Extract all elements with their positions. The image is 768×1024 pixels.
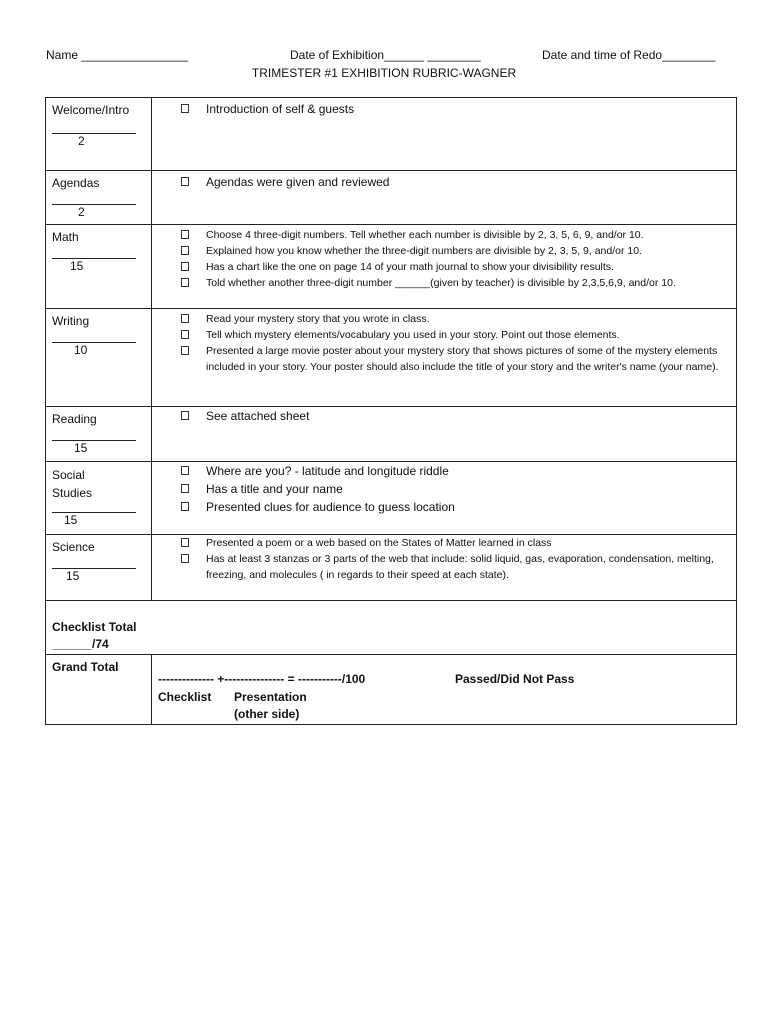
category-cell: [46, 98, 152, 171]
criterion-item: [152, 275, 736, 291]
rubric-row-reading: [46, 407, 737, 462]
criterion-item: [152, 480, 736, 498]
score-line: [52, 430, 136, 441]
checkbox[interactable]: [181, 104, 189, 113]
category-label: Social Studies: [52, 468, 93, 500]
points-value: 15: [70, 259, 84, 273]
criterion-item: [152, 311, 736, 327]
criteria-cell: [152, 407, 737, 462]
criterion-text: Explained how you know whether the three-digit numbers are divisible by 2, 3, 5, 9, and/or 10.: [206, 245, 643, 257]
rubric-row-grand-total: [46, 655, 737, 725]
points-value: 15: [64, 513, 78, 527]
checkbox[interactable]: [181, 177, 189, 186]
criterion-text: Presented a large movie poster about your mystery story that shows pictures of some of the mystery elements included in your story. Your poster should also include the title of your story and the writer's name (your name).: [206, 345, 719, 373]
checklist-total-value: ______/74: [52, 637, 109, 651]
rubric-row-welcome: [46, 98, 737, 171]
criterion-item: [152, 462, 736, 480]
rubric-row-checklist-total: [46, 601, 737, 655]
checklist-total-label: Checklist Total: [52, 620, 137, 634]
category-label: Agendas: [52, 176, 100, 190]
rubric-row-writing: [46, 309, 737, 407]
category-label: Welcome/Intro: [52, 103, 130, 117]
score-line: [52, 502, 136, 513]
category-cell: [46, 309, 152, 407]
criterion-text: Choose 4 three-digit numbers. Tell whether each number is divisible by 2, 3, 5, 6, 9, and/or 10.: [206, 229, 644, 241]
rubric-row-science: [46, 535, 737, 601]
criterion-text: Told whether another three-digit number ______(given by teacher) is divisible by 2,3,5,6,9, and/or 10.: [206, 277, 676, 289]
criterion-item: [152, 343, 736, 375]
pass-result-label: Passed/Did Not Pass: [455, 672, 575, 686]
criterion-item: [152, 227, 736, 243]
criterion-item: [152, 498, 736, 516]
criteria-cell: [152, 462, 737, 535]
score-line: [52, 123, 136, 134]
criterion-text: Has at least 3 stanzas or 3 parts of the web that include: solid liquid, gas, evaporation, condensation, melting, freezing, and molecules ( in regards to their speed at each state).: [206, 553, 714, 581]
checkbox[interactable]: [181, 346, 189, 355]
criterion-text: Introduction of self & guests: [206, 102, 355, 116]
category-cell: [46, 171, 152, 225]
checkbox[interactable]: [181, 330, 189, 339]
checkbox[interactable]: [181, 466, 189, 475]
checkbox[interactable]: [181, 554, 189, 563]
points-value: 2: [78, 134, 85, 148]
criterion-item: [152, 551, 736, 583]
grand-total-formula-cell: [152, 655, 737, 725]
points-value: 2: [78, 205, 85, 219]
checklist-label: Checklist: [158, 690, 212, 704]
presentation-label: Presentation: [234, 690, 307, 704]
checklist-total-cell: [46, 601, 737, 655]
criteria-cell: [152, 98, 737, 171]
criterion-text: Presented clues for audience to guess location: [206, 500, 455, 514]
score-line: [52, 332, 136, 343]
rubric-row-agendas: [46, 171, 737, 225]
criterion-text: Presented a poem or a web based on the States of Matter learned in class: [206, 537, 552, 549]
category-label: Math: [52, 230, 79, 244]
checkbox[interactable]: [181, 278, 189, 287]
checkbox[interactable]: [181, 314, 189, 323]
criterion-item: [152, 535, 736, 551]
score-line: [52, 558, 136, 569]
date-of-redo-label: Date and time of Redo________: [542, 48, 716, 62]
grand-total-cell: [46, 655, 152, 725]
category-cell: [46, 462, 152, 535]
criterion-item: [152, 407, 736, 425]
checkbox[interactable]: [181, 246, 189, 255]
criteria-cell: [152, 309, 737, 407]
checkbox[interactable]: [181, 502, 189, 511]
rubric-table: [45, 97, 737, 725]
criterion-text: Has a title and your name: [206, 482, 343, 496]
score-line: [52, 248, 136, 259]
category-cell: [46, 225, 152, 309]
category-cell: [46, 535, 152, 601]
criterion-item: [152, 173, 736, 191]
category-label: Reading: [52, 412, 97, 426]
criterion-text: Where are you? - latitude and longitude riddle: [206, 464, 449, 478]
category-label: Writing: [52, 314, 90, 328]
checkbox[interactable]: [181, 411, 189, 420]
criterion-item: [152, 327, 736, 343]
score-line: [52, 194, 136, 205]
grand-total-formula: -------------- +--------------- = -----------/100: [158, 672, 366, 686]
rubric-title: TRIMESTER #1 EXHIBITION RUBRIC-WAGNER: [251, 66, 517, 80]
criterion-text: See attached sheet: [206, 409, 310, 423]
rubric-row-math: [46, 225, 737, 309]
category-cell: [46, 407, 152, 462]
points-value: 15: [66, 569, 80, 583]
points-value: 15: [74, 441, 88, 455]
checkbox[interactable]: [181, 230, 189, 239]
criterion-item: [152, 100, 736, 118]
other-side-label: (other side): [234, 707, 300, 721]
category-label: Science: [52, 540, 95, 554]
criterion-text: Tell which mystery elements/vocabulary you used in your story. Point out those elements.: [206, 329, 620, 341]
checkbox[interactable]: [181, 538, 189, 547]
criterion-text: Agendas were given and reviewed: [206, 175, 390, 189]
rubric-row-social-studies: [46, 462, 737, 535]
criteria-cell: [152, 225, 737, 309]
date-of-exhibition-label: Date of Exhibition______ ________: [290, 48, 481, 62]
grand-total-label: Grand Total: [52, 660, 119, 674]
criteria-cell: [152, 171, 737, 225]
criterion-text: Read your mystery story that you wrote in class.: [206, 313, 430, 325]
checkbox[interactable]: [181, 484, 189, 493]
name-field-label: Name ________________: [46, 48, 189, 62]
criterion-item: [152, 259, 736, 275]
criteria-cell: [152, 535, 737, 601]
points-value: 10: [74, 343, 88, 357]
criterion-item: [152, 243, 736, 259]
criterion-text: Has a chart like the one on page 14 of your math journal to show your divisibility results.: [206, 261, 614, 273]
checkbox[interactable]: [181, 262, 189, 271]
